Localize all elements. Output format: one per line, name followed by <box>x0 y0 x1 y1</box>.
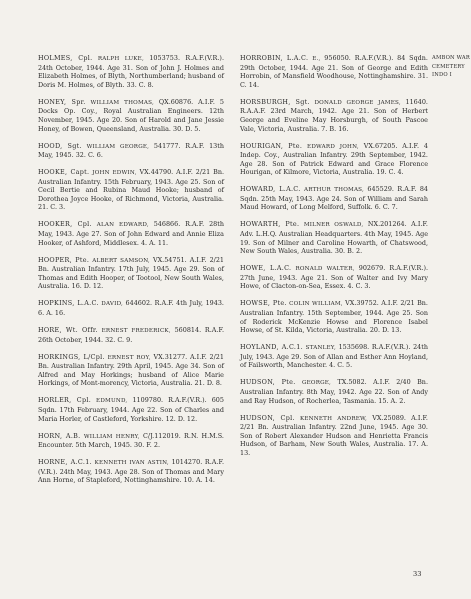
casualty-given-names: JOHN EDWIN, <box>92 170 137 177</box>
casualty-name: HOPKINS, L.A.C. <box>38 299 99 308</box>
casualty-name: HUDSON, Cpl. <box>240 413 295 422</box>
casualty-details: TX.5082. A.I.F. 2/40 Bn. Australian Infantry. 8th May, 1942. Age 22. Son of Andy and Ray Hudson, of Rocherlea, Tasmania. 15. A. 2. <box>240 378 428 405</box>
casualty-entry <box>38 432 224 450</box>
casualty-details: VX.44790. A.I.F. 2/21 Bn. Australian Infantry. 15th February, 1943. Age 25. Son of Cecil Bertie and Rubina Maud Hooke; husband of Dorothea Joyce Hooke, of Richmond, Victoria, Australia. 21. C. 3. <box>38 168 225 212</box>
casualty-details: VX.31277. A.I.F. 2/21 Bn. Australian Infantry. 29th April, 1945. Age 34. Son of Alfred and May Horkings; husband of Alice Marie Horkings, of Mont-morency, Victoria, Australia. 21. D. 8. <box>38 352 224 388</box>
casualty-details: C/J.112019. R.N. H.M.S. Encounter. 5th March, 1945. 30. F. 2. <box>38 431 224 450</box>
casualty-entry <box>38 98 224 133</box>
casualty-details: 902679. R.A.F.(V.R.). 27th June, 1943. Age 21. Son of Walter and Ivy Mary Howe, of Clacton-on-Sea, Essex. 4. C. 3. <box>240 264 429 291</box>
casualty-entry <box>38 458 224 485</box>
casualty-entry <box>38 256 224 291</box>
casualty-given-names: KENNETH ANDREW, <box>300 415 367 422</box>
casualty-given-names: MILNER OSWALD, <box>303 222 364 229</box>
casualty-given-names: ARTHUR THOMAS, <box>304 187 364 194</box>
casualty-details: NX.201264. A.I.F. Adv. L.H.Q. Australian Headquarters. 4th May, 1945. Age 19. Son of Milner and Caroline Howarth, of Chatswood, New South Wales, Australia. 30. B. 2. <box>240 220 428 256</box>
casualty-entry <box>240 378 428 405</box>
casualty-given-names: WILLIAM THOMAS, <box>90 99 154 106</box>
casualty-given-names: WILLIAM HENRY, <box>83 433 140 440</box>
casualty-details: QX.60876. A.I.F. 5 Docks Op. Coy., Royal Australian Engineers. 12th November, 1945. Age 20. Son of Harold and Jane Jessie Honey, of Bowen, Queensland, Australia. 30. D. 5. <box>38 97 224 133</box>
casualty-given-names: RONALD WALTER, <box>295 266 355 273</box>
side-note-line: AMBON WAR <box>432 55 470 61</box>
casualty-entry <box>240 343 428 370</box>
casualty-name: HOLMES, Cpl. <box>38 54 93 62</box>
casualty-given-names: E., <box>312 56 321 62</box>
casualty-name: HOOPER, Pte. <box>38 255 90 264</box>
casualty-details: 1109780. R.A.F.(V.R.). 605 Sqdn. 17th February, 1944. Age 22. Son of Charles and Maria Horler, of Castleford, Yorkshire. 12. D. 12. <box>38 396 224 423</box>
casualty-entry <box>38 396 224 423</box>
casualty-given-names: EDWARD JOHN, <box>307 143 359 150</box>
casualty-details: VX.39752. A.I.F. 2/21 Bn. Australian Infantry. 15th September, 1944. Age 25. Son of Roderick McKenzie Howse and Florence Isabel Howse, of St. Kilda, Victoria, Australia. 20. D. 13. <box>240 299 428 335</box>
casualty-name: HORNE, A.C.1. <box>38 458 92 467</box>
casualty-name: HORKINGS, L/Cpl. <box>38 352 105 361</box>
casualty-name: HORSBURGH, Sgt. <box>240 97 310 106</box>
casualty-details: 1014270. R.A.F.(V.R.). 24th May, 1943. Age 28. Son of Thomas and Mary Ann Horne, of Stapleford, Nottinghamshire. 10. A. 14. <box>38 458 225 485</box>
casualty-name: HOWSE, Pte. <box>240 299 287 308</box>
casualty-entry <box>38 353 224 388</box>
side-note-line: CEMETERY <box>432 63 465 70</box>
casualty-details: 1053753. R.A.F.(V.R.). 24th October, 1944. Age 31. Son of John J. Holmes and Elizabeth Holmes, of Blyth, Northumberland; husband of Doris M. Holmes, of Blyth. 33. C. 8. <box>38 54 224 89</box>
casualty-entry <box>240 54 428 89</box>
casualty-name: HOOKE, Capt. <box>38 168 90 177</box>
casualty-entry <box>240 220 428 255</box>
casualty-entry <box>38 168 224 212</box>
casualty-given-names: EDMUND, <box>96 398 128 405</box>
casualty-name: HOOD, Sgt. <box>38 141 82 150</box>
casualty-given-names: DONALD GEORGE JAMES, <box>314 99 401 106</box>
casualty-details: 956050. R.A.F.(V.R.). 84 Sqdn. 29th October, 1944. Age 21. Son of George and Edith Horrobin, of Mansfield Woodhouse, Nottinghamshire. 31. C. 14. <box>240 54 428 89</box>
casualty-given-names: ALBERT SAMSON, <box>92 257 150 264</box>
right-column <box>240 54 428 466</box>
casualty-details: VX.25089. A.I.F. 2/21 Bn. Australian Infantry. 22nd June, 1945. Age 30. Son of Robert Alexander Hudson and Henrietta Francis Hudson, of Barham, New South Wales, Australia. 17. A. 13. <box>240 413 428 457</box>
casualty-given-names: COLIN WILLIAM, <box>289 301 343 308</box>
cemetery-side-note <box>432 54 471 80</box>
casualty-given-names: ALAN EDWARD, <box>96 222 149 229</box>
casualty-details: 645529. R.A.F. 84 Sqdn. 25th May, 1943. Age 24. Son of William and Sarah Maud Howard, of Long Melford, Suffolk. 6. C. 7. <box>240 185 429 212</box>
casualty-name: HORROBIN, L.A.C. <box>240 54 309 62</box>
casualty-name: HONEY, Spr. <box>38 97 86 106</box>
casualty-given-names: WILLIAM GEORGE, <box>86 143 150 150</box>
casualty-name: HOWARTH, Pte. <box>240 220 300 229</box>
casualty-name: HOWE, L.A.C. <box>240 264 292 273</box>
casualty-entry <box>240 185 428 212</box>
casualty-details: VX.67205. A.I.F. 4 Indep. Coy., Australian Infantry. 29th September, 1942. Age 28. Son of Patrick Edward and Grace Florence Hourigan, of Kilmore, Victoria, Australia. 19. C. 4. <box>240 141 428 177</box>
casualty-entry <box>240 264 428 291</box>
casualty-given-names: ERNEST FREDERICK, <box>101 327 171 334</box>
casualty-details: 546866. R.A.F. 28th May, 1943. Age 27. Son of John Edward and Annie Eliza Hooker, of Ashford, Middlesex. 4. A. 11. <box>38 220 224 247</box>
casualty-name: HOYLAND, A.C.1. <box>240 343 303 352</box>
casualty-given-names: STANLEY, <box>305 345 336 352</box>
side-note-line: INDO I <box>432 72 452 79</box>
casualty-entry <box>240 414 428 458</box>
casualty-entry <box>38 220 224 247</box>
casualty-entry <box>38 299 224 317</box>
casualty-given-names: KENNETH IVAN ASTIN, <box>94 460 169 467</box>
casualty-name: HOOKER, Cpl. <box>38 220 92 229</box>
casualty-details: 11640. R.A.A.F. 23rd March, 1942. Age 21. Son of Herbert George and Eveline May Horsburgh, of South Pascoe Vale, Victoria, Australia. 7. B. 16. <box>240 97 428 133</box>
casualty-details: 560814. R.A.F. 26th October, 1944. 32. C. 9. <box>38 325 224 344</box>
casualty-entry <box>240 142 428 177</box>
casualty-entry <box>240 98 428 133</box>
page-number: 33 <box>413 570 422 578</box>
casualty-details: 541777. R.A.F. 13th May, 1945. 32. C. 6. <box>38 141 224 160</box>
casualty-name: HUDSON, Pte. <box>240 378 296 387</box>
casualty-given-names: RALPH LUKE, <box>97 56 144 62</box>
casualty-given-names: ERNEST ROY, <box>107 354 151 361</box>
casualty-details: VX.54751. A.I.F. 2/21 Bn. Australian Infantry. 17th July, 1945. Age 29. Son of Thomas and Edith Hooper, of Tootool, New South Wales, Australia. 16. D. 12. <box>38 255 225 291</box>
casualty-details: 644602. R.A.F. 4th July, 1943. 6. A. 16. <box>38 299 224 317</box>
casualty-name: HOURIGAN, Pte. <box>240 141 303 150</box>
casualty-given-names: GEORGE, <box>301 380 332 387</box>
casualty-name: HORE, Wt. Offr. <box>38 325 98 334</box>
casualty-entry <box>240 299 428 334</box>
casualty-details: 1535698. R.A.F.(V.R.). 24th July, 1943. Age 29. Son of Allan and Esther Ann Hoyland, of Failsworth, Manchester. 4. C. 5. <box>240 343 428 370</box>
casualty-name: HORLER, Cpl. <box>38 396 92 405</box>
casualty-given-names: DAVID, <box>101 301 124 308</box>
casualty-entry <box>38 54 224 89</box>
casualty-entry <box>38 142 224 160</box>
casualty-name: HOWARD, L.A.C. <box>240 185 301 194</box>
casualty-entry <box>38 326 224 344</box>
casualty-name: HORN, A.B. <box>38 431 81 440</box>
left-column <box>38 54 224 493</box>
